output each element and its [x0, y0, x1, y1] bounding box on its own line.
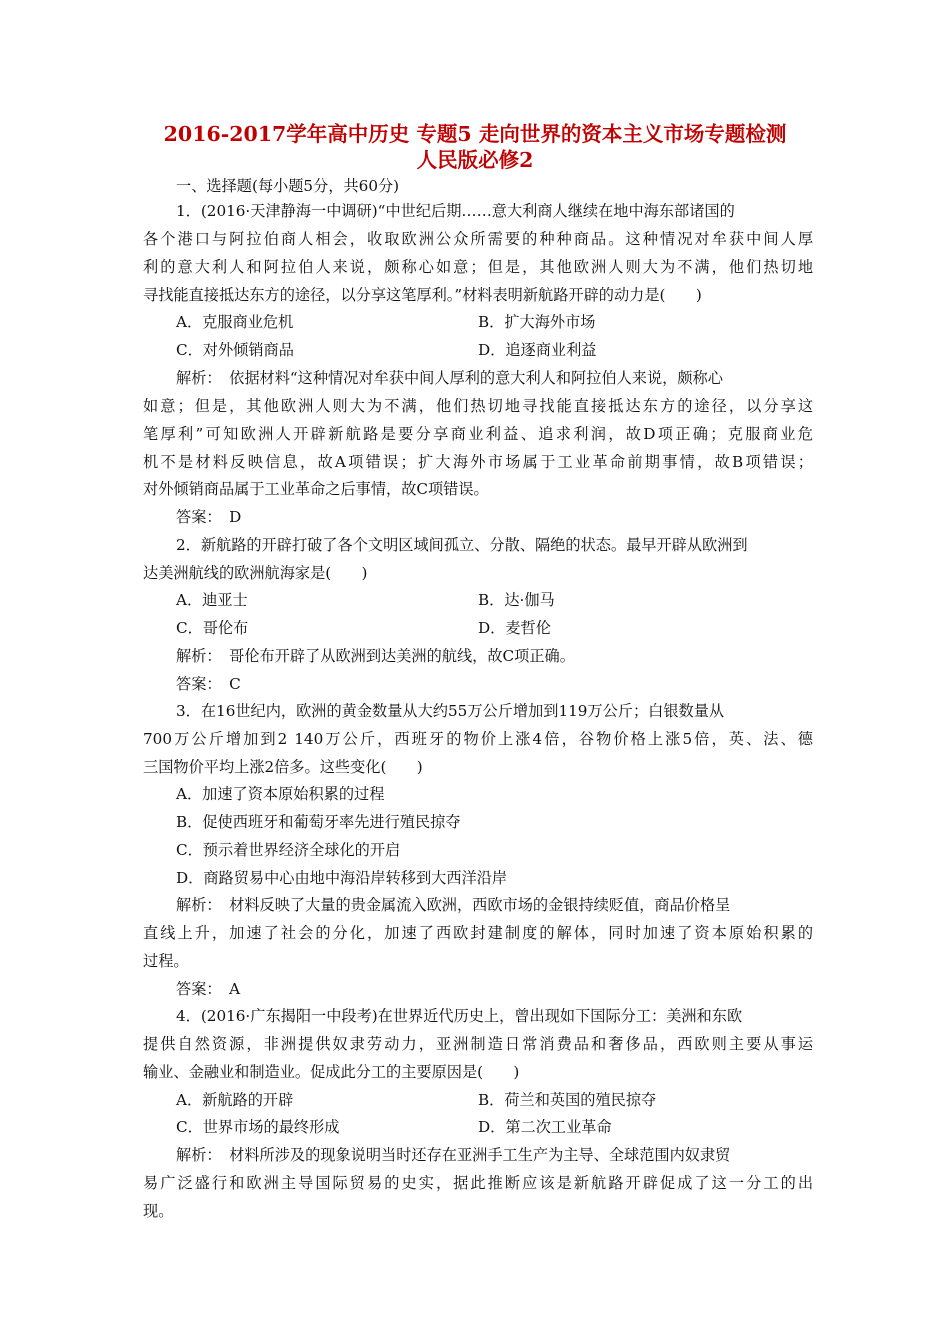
analysis-line: 如意；但是，其他欧洲人则大为不满，他们热切地寻找能直接抵达东方的途径，以分享这: [143, 397, 813, 415]
option-c: C．预示着世界经济全球化的开启: [176, 841, 401, 859]
option-b: B．扩大海外市场: [478, 313, 596, 331]
answer-line: 答案： D: [176, 508, 242, 526]
option-a: A．新航路的开辟: [176, 1091, 294, 1109]
section-header: 一、选择题(每小题5分，共60分): [176, 177, 400, 195]
question-stem-line: 利的意大利人和阿拉伯人来说，颇称心如意；但是，其他欧洲人则大为不满，他们热切地: [143, 258, 813, 276]
option-d: D．商路贸易中心由地中海沿岸转移到大西洋沿岸: [176, 869, 508, 887]
option-a: A．迪亚士: [176, 591, 248, 609]
question-stem-line: 三国物价平均上涨2倍多。这些变化( ): [143, 758, 423, 776]
answer-line: 答案： A: [176, 980, 241, 998]
analysis-line: 解析： 材料所涉及的现象说明当时还存在亚洲手工生产为主导、全球范围内奴隶贸: [176, 1146, 731, 1164]
option-d: D．追逐商业利益: [478, 341, 597, 359]
analysis-line: 易广泛盛行和欧洲主导国际贸易的史实，据此推断应该是新航路开辟促成了这一分工的出: [143, 1174, 813, 1192]
analysis-line: 解析： 材料反映了大量的贵金属流入欧洲，西欧市场的金银持续贬值，商品价格呈: [176, 896, 731, 914]
option-b: B．促使西班牙和葡萄牙率先进行殖民掠夺: [176, 813, 461, 831]
question-stem-line: 各个港口与阿拉伯商人相会，收取欧洲公众所需要的种种商品。这种情况对牟获中间人厚: [143, 230, 813, 248]
analysis-line: 解析： 哥伦布开辟了从欧洲到达美洲的航线，故C项正确。: [176, 647, 575, 665]
analysis-line: 笔厚利”可知欧洲人开辟新航路是要分享商业利益、追求利润，故D项正确；克服商业危: [143, 425, 813, 443]
answer-line: 答案： C: [176, 675, 241, 693]
option-c: C．世界市场的最终形成: [176, 1118, 340, 1136]
option-b: B．荷兰和英国的殖民掠夺: [478, 1091, 657, 1109]
question-stem-line: 输业、金融业和制造业。促成此分工的主要原因是( ): [143, 1063, 520, 1081]
question-stem-line: 提供自然资源，非洲提供奴隶劳动力，亚洲制造日常消费品和奢侈品，西欧则主要从事运: [143, 1035, 813, 1053]
analysis-line: 过程。: [143, 952, 189, 970]
question-stem-line: 达美洲航线的欧洲航海家是( ): [143, 564, 368, 582]
question-stem-line: 1．(2016·天津静海一中调研)“中世纪后期……意大利商人继续在地中海东部诸国的: [176, 202, 735, 220]
question-stem-line: 3．在16世纪内，欧洲的黄金数量从大约55万公斤增加到119万公斤；白银数量从: [176, 702, 725, 720]
option-a: A．克服商业危机: [176, 313, 294, 331]
option-d: D．麦哲伦: [478, 619, 551, 637]
question-stem-line: 4．(2016·广东揭阳一中段考)在世界近代历史上，曾出现如下国际分工：美洲和东欧: [176, 1007, 743, 1025]
option-d: D．第二次工业革命: [478, 1118, 612, 1136]
analysis-line: 直线上升，加速了社会的分化，加速了西欧封建制度的解体，同时加速了资本原始积累的: [143, 924, 813, 942]
option-a: A．加速了资本原始积累的过程: [176, 785, 385, 803]
question-stem-line: 2．新航路的开辟打破了各个文明区域间孤立、分散、隔绝的状态。最早开辟从欧洲到: [176, 536, 748, 554]
question-stem-line: 寻找能直接抵达东方的途径，以分享这笔厚利。”材料表明新航路开辟的动力是( ): [143, 286, 702, 304]
analysis-line: 解析： 依据材料“这种情况对牟获中间人厚利的意大利人和阿拉伯人来说，颇称心: [176, 369, 723, 387]
analysis-line: 机不是材料反映信息，故A项错误；扩大海外市场属于工业革命前期事情，故B项错误；: [143, 453, 813, 471]
title-line-2: 人民版必修2: [416, 148, 534, 172]
option-b: B．达·伽马: [478, 591, 555, 609]
option-c: C．对外倾销商品: [176, 341, 294, 359]
title-line-1: 2016-2017学年高中历史 专题5 走向世界的资本主义市场专题检测: [163, 122, 787, 146]
option-c: C．哥伦布: [176, 619, 249, 637]
analysis-line: 现。: [143, 1202, 174, 1220]
question-stem-line: 700万公斤增加到2 140万公斤，西班牙的物价上涨4倍，谷物价格上涨5倍，英、法、德: [143, 730, 813, 748]
analysis-line: 对外倾销商品属于工业革命之后事情，故C项错误。: [143, 480, 489, 498]
